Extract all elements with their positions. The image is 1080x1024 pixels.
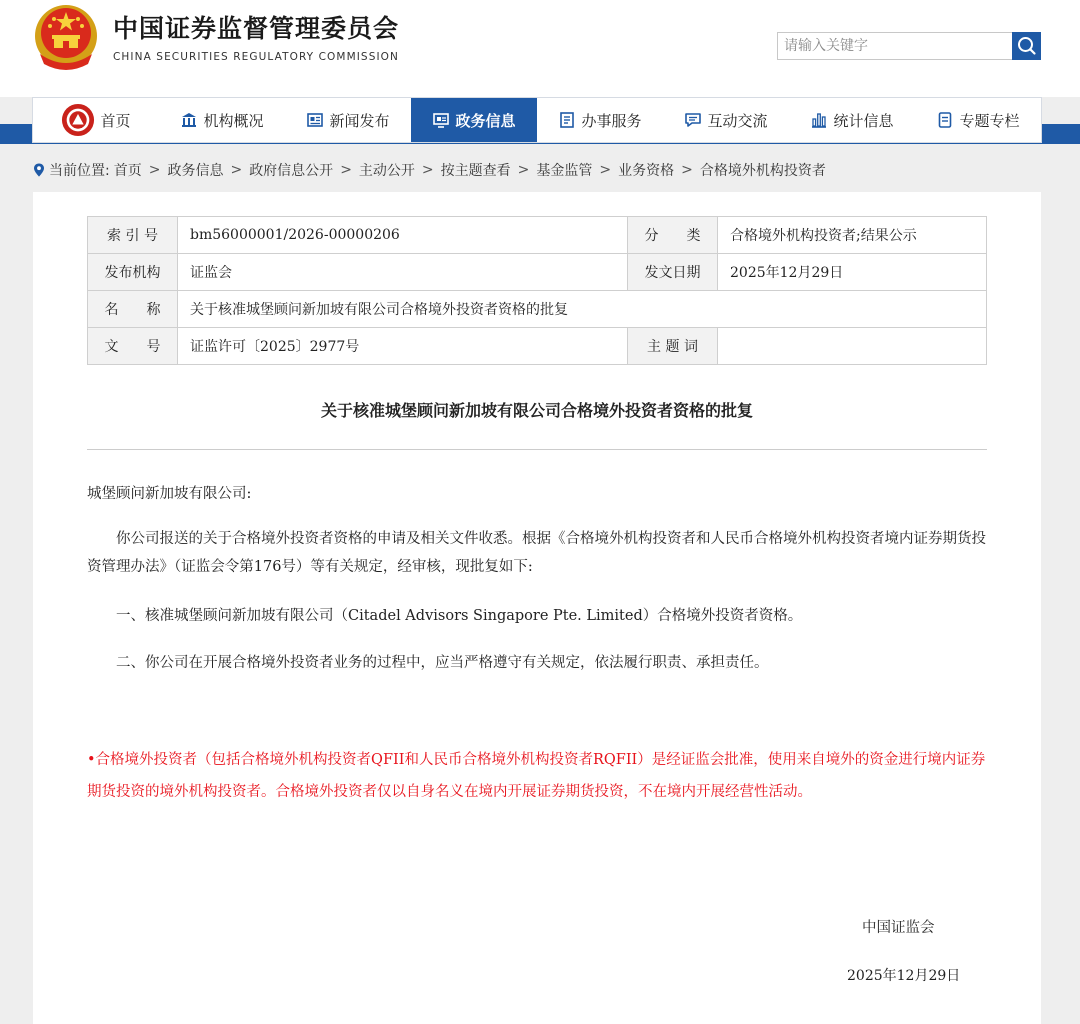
monitor-icon bbox=[432, 111, 450, 129]
breadcrumb-separator: > bbox=[421, 162, 434, 178]
logo-icon bbox=[61, 103, 95, 137]
breadcrumb-item[interactable]: 按主题查看 bbox=[440, 163, 511, 179]
nav-about[interactable] bbox=[159, 98, 285, 142]
location-pin-icon bbox=[33, 163, 45, 177]
body-item-2: 二、你公司在开展合格境外投资者业务的过程中，应当严格遵守有关规定，依法履行职责、承担责任。 bbox=[87, 655, 769, 671]
nav-statistics[interactable] bbox=[789, 98, 915, 142]
meta-label: 分 类 bbox=[628, 217, 718, 254]
nav-label: 统计信息 bbox=[833, 111, 894, 130]
meta-index-value: bm56000001/2026-00000206 bbox=[178, 217, 628, 254]
nav-label: 专题专栏 bbox=[959, 111, 1020, 130]
meta-category-value: 合格境外机构投资者;结果公示 bbox=[718, 217, 987, 254]
chat-icon bbox=[684, 111, 702, 129]
signature-date: 2025年12月29日 bbox=[847, 968, 961, 984]
table-row bbox=[88, 328, 987, 365]
nav-special-topics[interactable] bbox=[915, 98, 1041, 142]
breadcrumb-item[interactable]: 业务资格 bbox=[618, 163, 675, 179]
meta-label: 发文日期 bbox=[628, 254, 718, 291]
breadcrumb-prefix: 当前位置: bbox=[49, 163, 110, 179]
meta-label: 文 号 bbox=[88, 328, 178, 365]
search-button[interactable] bbox=[1012, 32, 1041, 60]
breadcrumb-item[interactable]: 基金监管 bbox=[536, 163, 593, 179]
meta-label: 发布机构 bbox=[88, 254, 178, 291]
nav-government-info[interactable] bbox=[411, 98, 537, 142]
nav-label: 办事服务 bbox=[581, 111, 642, 130]
nav-news[interactable] bbox=[285, 98, 411, 142]
search-input[interactable] bbox=[777, 32, 1013, 60]
building-icon bbox=[180, 111, 198, 129]
divider bbox=[87, 449, 987, 450]
nav-interaction[interactable] bbox=[663, 98, 789, 142]
meta-name-value: 关于核准城堡顾问新加坡有限公司合格境外投资者资格的批复 bbox=[178, 291, 987, 328]
stats-icon bbox=[810, 111, 828, 129]
news-icon bbox=[306, 111, 324, 129]
table-row bbox=[88, 217, 987, 254]
document-icon bbox=[936, 111, 954, 129]
breadcrumb-item[interactable]: 政务信息 bbox=[167, 163, 224, 179]
breadcrumb bbox=[33, 160, 826, 180]
footnote: •合格境外投资者（包括合格境外机构投资者QFII和人民币合格境外机构投资者RQFII）是经证监会批准，使用来自境外的资金进行境内证券期货投资的境外机构投资者。合格境外投资者仅以自身名义在境内开展证券期货投资，不在境内开展经营性活动。 bbox=[87, 752, 986, 800]
breadcrumb-item[interactable]: 主动公开 bbox=[358, 163, 415, 179]
salutation: 城堡顾问新加坡有限公司: bbox=[87, 486, 252, 502]
meta-label: 索 引 号 bbox=[88, 217, 178, 254]
breadcrumb-separator: > bbox=[230, 162, 243, 178]
nav-label: 机构概况 bbox=[203, 111, 264, 130]
nav-label: 政务信息 bbox=[455, 111, 516, 130]
meta-publisher-value: 证监会 bbox=[178, 254, 628, 291]
meta-label: 名 称 bbox=[88, 291, 178, 328]
nav-label: 首页 bbox=[100, 111, 131, 130]
org-name-cn: 中国证券监督管理委员会 bbox=[113, 14, 400, 43]
document-content bbox=[33, 192, 1041, 1024]
table-row bbox=[88, 291, 987, 328]
national-emblem-icon bbox=[32, 2, 100, 74]
breadcrumb-separator: > bbox=[517, 162, 530, 178]
meta-docno-value: 证监许可〔2025〕2977号 bbox=[178, 328, 628, 365]
meta-label: 主 题 词 bbox=[628, 328, 718, 365]
breadcrumb-separator: > bbox=[681, 162, 693, 178]
document-title: 关于核准城堡顾问新加坡有限公司合格境外投资者资格的批复 bbox=[320, 401, 753, 420]
service-icon bbox=[558, 111, 576, 129]
table-row bbox=[88, 254, 987, 291]
signature-org: 中国证监会 bbox=[862, 920, 935, 936]
search-icon bbox=[1012, 32, 1041, 60]
breadcrumb-separator: > bbox=[340, 162, 352, 178]
org-name-en: CHINA SECURITIES REGULATORY COMMISSION bbox=[113, 51, 399, 63]
meta-keyword-value bbox=[718, 328, 987, 365]
nav-label: 新闻发布 bbox=[329, 111, 390, 130]
breadcrumb-item[interactable]: 政府信息公开 bbox=[249, 163, 334, 179]
document-meta-table bbox=[87, 216, 987, 365]
body-item-1: 一、核准城堡顾问新加坡有限公司（Citadel Advisors Singapore Pte. Limited）合格境外投资者资格。 bbox=[87, 608, 803, 624]
site-header bbox=[0, 0, 1080, 97]
main-navigation bbox=[32, 97, 1042, 143]
nav-label: 互动交流 bbox=[707, 111, 768, 130]
nav-home[interactable] bbox=[33, 98, 159, 142]
body-paragraph: 你公司报送的关于合格境外投资者资格的申请及相关文件收悉。根据《合格境外机构投资者和人民币合格境外机构投资者境内证券期货投资管理办法》（证监会令第176号）等有关规定，经审核，现批复如下: bbox=[87, 531, 986, 575]
breadcrumb-item-current[interactable]: 合格境外机构投资者 bbox=[699, 163, 826, 179]
breadcrumb-separator: > bbox=[148, 162, 161, 178]
breadcrumb-separator: > bbox=[599, 162, 612, 178]
meta-date-value: 2025年12月29日 bbox=[718, 254, 987, 291]
breadcrumb-item-home[interactable]: 首页 bbox=[113, 163, 142, 179]
nav-services[interactable] bbox=[537, 98, 663, 142]
